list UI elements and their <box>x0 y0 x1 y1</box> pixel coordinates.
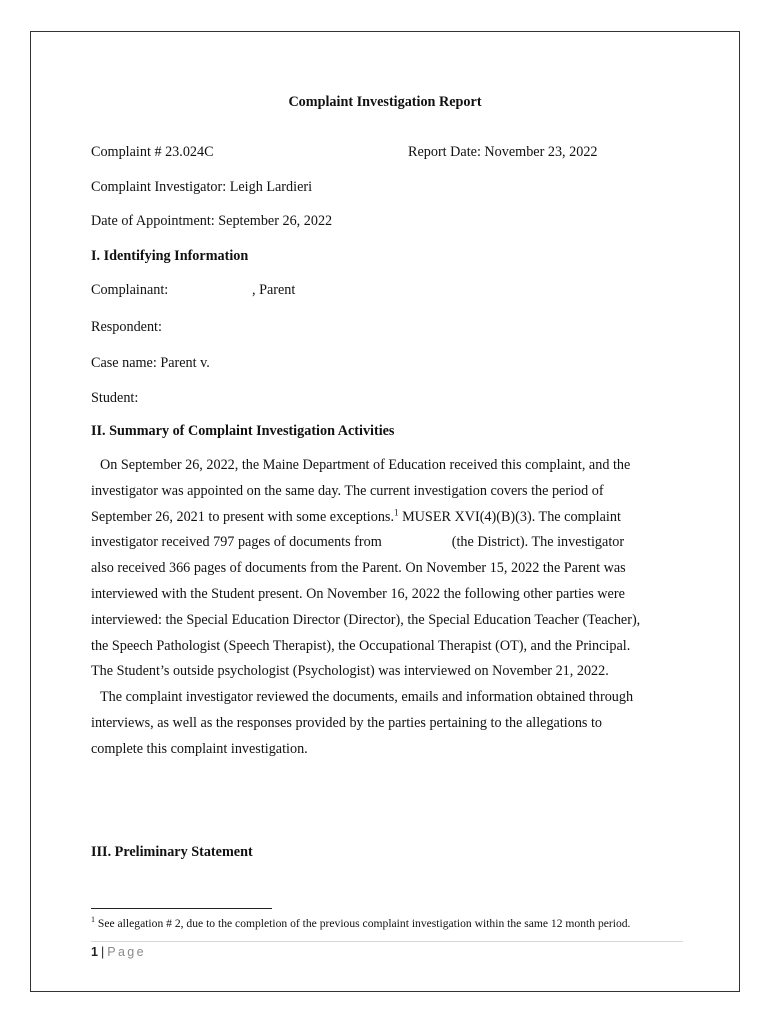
paragraph-line: On September 26, 2022, the Maine Department of Education received this complaint, and the <box>100 457 631 473</box>
paragraph-text: MUSER XVI(4)(B)(3). The complaint <box>398 508 621 525</box>
paragraph-line: interviews, as well as the responses provided by the parties pertaining to the allegations to <box>91 714 603 731</box>
paragraph-line: The Student’s outside psychologist (Psychologist) was interviewed on November 21, 2022. <box>91 663 609 680</box>
complaint-investigator: Complaint Investigator: Leigh Lardieri <box>91 179 313 195</box>
summary-paragraph-1 <box>91 453 691 685</box>
respondent-label: Respondent: <box>91 319 162 335</box>
complainant-label: Complainant: <box>91 282 169 298</box>
footnote-divider <box>91 908 272 909</box>
section-heading-identifying-information: I. Identifying Information <box>91 248 249 264</box>
appointment-date: Date of Appointment: September 26, 2022 <box>91 213 333 229</box>
paragraph-line: interviewed: the Special Education Director (Director), the Special Education Teacher (Teacher), <box>91 611 641 628</box>
summary-paragraph-2 <box>91 685 691 762</box>
paragraph-line: The complaint investigator reviewed the documents, emails and information obtained through <box>100 689 634 705</box>
paragraph-line: interviewed with the Student present. On November 16, 2022 the following other parties were <box>91 585 625 602</box>
paragraph-line: also received 366 pages of documents from the Parent. On November 15, 2022 the Parent was <box>91 560 626 577</box>
paragraph-line <box>91 530 691 556</box>
footer-divider <box>91 941 683 942</box>
page-label: Page <box>107 945 146 959</box>
complaint-number: Complaint # 23.024C <box>91 144 214 160</box>
paragraph-text: investigator received 797 pages of documents from <box>91 534 382 551</box>
page-number: 1 <box>91 945 98 959</box>
paragraph-text: September 26, 2021 to present with some exceptions. <box>91 508 395 525</box>
case-name: Case name: Parent v. <box>91 355 210 371</box>
section-heading-summary: II. Summary of Complaint Investigation Activities <box>91 423 395 439</box>
paragraph-line: investigator was appointed on the same day. The current investigation covers the period of <box>91 482 604 499</box>
student-label: Student: <box>91 390 139 406</box>
complainant-role: , Parent <box>252 282 296 298</box>
report-title: Complaint Investigation Report <box>288 94 482 110</box>
paragraph-line: complete this complaint investigation. <box>91 740 308 757</box>
footnote-text: See allegation # 2, due to the completion of the previous complaint investigation within the same 12 month period. <box>95 917 631 930</box>
page-footer <box>91 944 146 960</box>
paragraph-line: the Speech Pathologist (Speech Therapist), the Occupational Therapist (OT), and the Principal. <box>91 637 631 654</box>
report-date: Report Date: November 23, 2022 <box>408 144 598 160</box>
paragraph-line <box>91 505 691 531</box>
footnote <box>91 917 630 931</box>
footnote-reference: 1 <box>394 506 399 517</box>
paragraph-text: (the District). The investigator <box>451 534 625 551</box>
footnote-marker: 1 <box>91 915 95 925</box>
document-page <box>30 31 740 992</box>
footer-separator: | <box>100 945 105 959</box>
section-heading-preliminary-statement: III. Preliminary Statement <box>91 844 253 860</box>
